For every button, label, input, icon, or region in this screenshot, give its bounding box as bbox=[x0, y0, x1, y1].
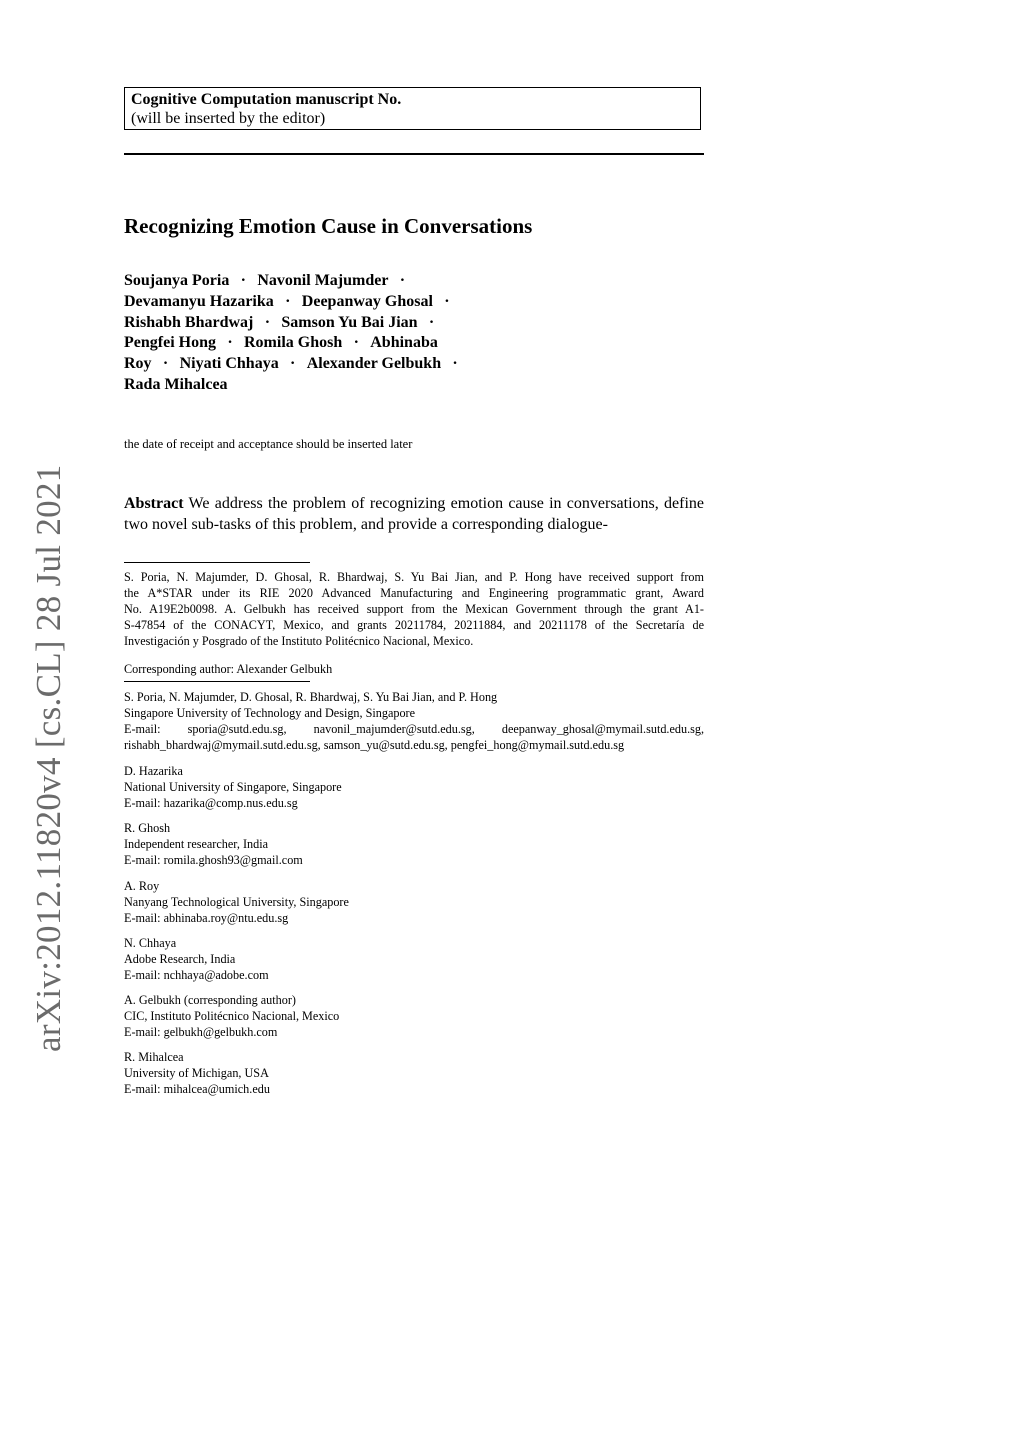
author-separator: · bbox=[399, 272, 406, 289]
abstract-text: We address the problem of recognizing emotion cause in conversations, define two novel sub-tasks of this problem, and provide a corresponding dialogue- bbox=[124, 495, 704, 533]
affiliation-block bbox=[124, 820, 704, 868]
footnote-line: No. A19E2b0098. A. Gelbukh has received support from the Mexican Government through the grant A1- bbox=[124, 602, 704, 617]
author-name: Pengfei Hong bbox=[124, 334, 216, 352]
affiliation-email: E-mail: nchhaya@adobe.com bbox=[124, 968, 269, 983]
paper-title: Recognizing Emotion Cause in Conversations bbox=[124, 214, 533, 238]
author-separator: · bbox=[452, 355, 458, 373]
affiliation-rule bbox=[124, 681, 310, 682]
affiliation-institution: Nanyang Technological University, Singapore bbox=[124, 895, 349, 910]
affiliation-names: D. Hazarika bbox=[124, 764, 183, 778]
author-name: Rada Mihalcea bbox=[124, 375, 228, 393]
affiliation-names: R. Mihalcea bbox=[124, 1050, 184, 1064]
author-name: Devamanyu Hazarika bbox=[124, 292, 274, 310]
author-separator: · bbox=[227, 334, 233, 352]
author-line bbox=[124, 375, 524, 396]
author-name: Niyati Chhaya bbox=[179, 355, 279, 373]
affiliation-block bbox=[124, 992, 704, 1040]
affiliation-names: A. Gelbukh (corresponding author) bbox=[124, 993, 296, 1007]
author-name: Soujanya Poria bbox=[124, 272, 230, 289]
journal-header-box bbox=[124, 87, 701, 130]
journal-name: Cognitive Computation manuscript No. bbox=[131, 91, 402, 108]
author-name: Romila Ghosh bbox=[244, 334, 343, 352]
affiliation-institution: Independent researcher, India bbox=[124, 837, 268, 852]
arxiv-identifier: arXiv:2012.11820v4 [cs.CL] 28 Jul 2021 bbox=[29, 464, 68, 1052]
footnote-line: S. Poria, N. Majumder, D. Ghosal, R. Bhardwaj, S. Yu Bai Jian, and P. Hong have received support from bbox=[124, 570, 704, 584]
author-name: Samson Yu Bai Jian bbox=[281, 313, 418, 331]
affiliation-institution: Singapore University of Technology and Design, Singapore bbox=[124, 706, 416, 721]
abstract-label: Abstract bbox=[124, 495, 184, 512]
author-name: Rishabh Bhardwaj bbox=[124, 313, 254, 331]
author-line bbox=[124, 354, 524, 375]
author-separator: · bbox=[428, 313, 435, 331]
footnote-line: Investigación y Posgrado of the Instituto Politécnico Nacional, Mexico. bbox=[124, 634, 474, 649]
footnote-rule bbox=[124, 562, 310, 563]
author-name: Navonil Majumder bbox=[257, 272, 389, 289]
affiliation-email: E-mail: romila.ghosh93@gmail.com bbox=[124, 853, 303, 868]
affiliation-names: S. Poria, N. Majumder, D. Ghosal, R. Bhardwaj, S. Yu Bai Jian, and P. Hong bbox=[124, 690, 498, 704]
author-separator: · bbox=[162, 355, 169, 373]
affiliation-block bbox=[124, 689, 704, 753]
affiliation-block bbox=[124, 1049, 704, 1097]
affiliation-email: E-mail: sporia@sutd.edu.sg, navonil_majumder@sutd.edu.sg, deepanway_ghosal@mymail.sutd.edu.sg, bbox=[124, 722, 704, 737]
affiliation-institution: University of Michigan, USA bbox=[124, 1066, 269, 1081]
author-list bbox=[124, 271, 524, 396]
author-separator: · bbox=[240, 272, 247, 289]
affiliation-email: rishabh_bhardwaj@mymail.sutd.edu.sg, samson_yu@sutd.edu.sg, pengfei_hong@mymail.sutd.edu.sg bbox=[124, 738, 625, 753]
author-name: Alexander Gelbukh bbox=[306, 355, 442, 373]
affiliation-institution: CIC, Instituto Politécnico Nacional, Mexico bbox=[124, 1009, 340, 1024]
abstract bbox=[124, 493, 704, 535]
author-separator: · bbox=[353, 334, 359, 352]
author-line bbox=[124, 292, 524, 313]
affiliation-names: R. Ghosh bbox=[124, 821, 171, 835]
corresponding-author-note: Corresponding author: Alexander Gelbukh bbox=[124, 662, 333, 676]
affiliation-email: E-mail: abhinaba.roy@ntu.edu.sg bbox=[124, 911, 289, 926]
editor-note: (will be inserted by the editor) bbox=[131, 110, 326, 127]
footnote-line: S-47854 of the CONACYT, Mexico, and grants 20211784, 20211884, and 20211178 of the Secretaría de bbox=[124, 618, 704, 633]
affiliation-institution: National University of Singapore, Singapore bbox=[124, 780, 342, 795]
affiliation-block bbox=[124, 935, 704, 983]
affiliation-names: N. Chhaya bbox=[124, 936, 177, 950]
affiliation-block bbox=[124, 878, 704, 926]
author-name: Deepanway Ghosal bbox=[301, 292, 433, 310]
author-line bbox=[124, 271, 524, 292]
affiliation-institution: Adobe Research, India bbox=[124, 952, 236, 967]
author-separator: · bbox=[444, 292, 450, 310]
header-rule bbox=[124, 153, 704, 155]
affiliation-names: A. Roy bbox=[124, 879, 160, 893]
affiliation-email: E-mail: hazarika@comp.nus.edu.sg bbox=[124, 796, 298, 811]
author-line bbox=[124, 333, 524, 354]
author-line bbox=[124, 313, 524, 334]
received-note: the date of receipt and acceptance should be inserted later bbox=[124, 437, 413, 451]
author-name: Abhinaba bbox=[370, 334, 438, 352]
author-name: Roy bbox=[124, 355, 152, 373]
author-separator: · bbox=[264, 313, 271, 331]
footnote-line: the A*STAR under its RIE 2020 Advanced Manufacturing and Engineering programmatic grant, Award bbox=[124, 586, 704, 601]
affiliation-email: E-mail: gelbukh@gelbukh.com bbox=[124, 1025, 278, 1040]
author-separator: · bbox=[285, 292, 291, 310]
funding-footnote bbox=[124, 569, 704, 649]
affiliation-block bbox=[124, 763, 704, 811]
author-separator: · bbox=[290, 355, 296, 373]
affiliation-email: E-mail: mihalcea@umich.edu bbox=[124, 1082, 270, 1097]
